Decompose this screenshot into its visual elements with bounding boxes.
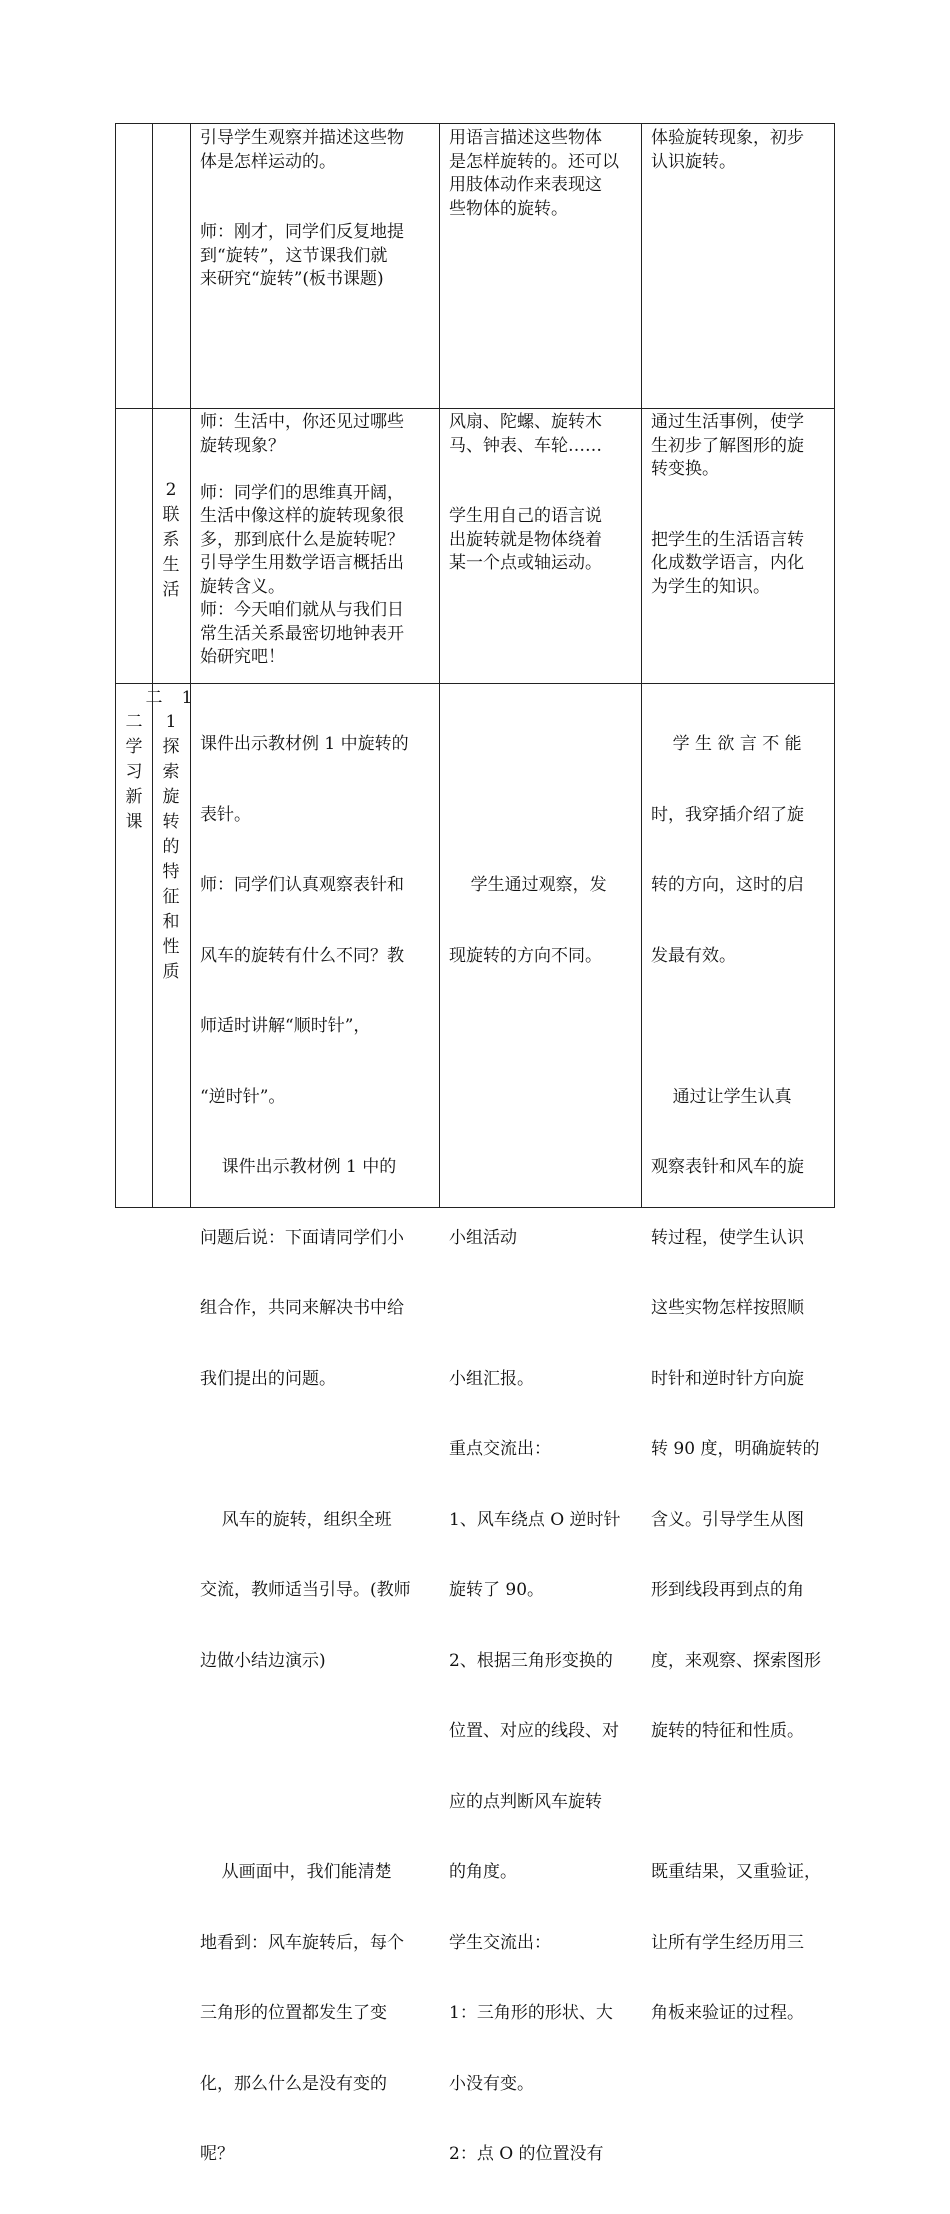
text-line: 1：三角形的形状、大 [449,2003,613,2023]
text-line: 的角度。 [449,1862,517,1882]
text-line: 小组活动 [449,1227,517,1248]
text-line: 学生用自己的语言说 [449,506,602,526]
text-line: 1、风车绕点 O 逆时针 [449,1509,621,1530]
text-line: 角板来验证的过程。 [651,2003,804,2023]
text-line: 旋转现象？ [200,435,285,456]
text-line: 表针。 [200,804,251,825]
text-line: 化，那么什么是没有变的 [200,2073,387,2094]
text-line: 呢？ [200,2144,234,2164]
blank-line [200,1720,411,1744]
text-line: 我们提出的问题。 [200,1368,336,1389]
blank-line [449,804,621,828]
text-line: 体验旋转现象，初步 [651,128,804,148]
text-line: 形到线段再到点的角 [651,1580,804,1600]
text-line: 些物体的旋转。 [449,198,568,219]
column-divider-teacher [439,123,440,1208]
text-line: 出旋转就是物体绕着 [449,529,602,550]
text-line: 认识旋转。 [651,151,736,172]
text-line: 转的方向，这时的启 [651,875,804,895]
text-line: 始研究吧！ [200,647,285,667]
text-line: 旋转的特征和性质。 [651,1721,804,1741]
blank-line [200,1438,411,1462]
text-line: 观察表针和风车的旋 [651,1157,804,1177]
text-line: 把学生的生活语言转 [651,529,804,550]
text-line: 让所有学生经历用三 [651,1932,804,1953]
text-line: 小组汇报。 [449,1368,534,1389]
table-border-top [115,123,835,124]
blank-line [449,733,621,757]
row-divider-2 [115,683,835,684]
blank-line [651,1015,821,1039]
text-line: 生初步了解图形的旋 [651,435,804,456]
text-line: 课件出示教材例 1 中旋转的 [200,734,409,754]
row-divider-1 [115,408,835,409]
row3-step-number-top: 1 [181,688,193,708]
text-line: 化成数学语言，内化 [651,553,804,573]
text-line: 引导学生观察并描述这些物 [200,128,404,148]
text-line: 师：同学们的思维真开阔， [200,482,404,503]
text-line: 为学生的知识。 [651,576,770,597]
text-line: 体是怎样运动的。 [200,151,336,172]
text-line: 这些实物怎样按照顺 [651,1298,804,1318]
text-line: 常生活关系最密切地钟表开 [200,623,404,644]
blank-line [449,1015,621,1039]
column-divider-step [190,123,191,1208]
text-line: 师：今天咱们就从与我们日 [200,600,404,620]
blank-line [449,1156,621,1180]
blank-line [651,1791,821,1815]
text-line: 交流，教师适当引导。(教师 [200,1580,411,1600]
blank-line [449,458,602,482]
text-line: 风车的旋转有什么不同？教 [200,945,404,966]
text-line: 课件出示教材例 1 中的 [200,1157,397,1177]
text-line: 旋转含义。 [200,576,285,597]
row2-student-cell [449,411,602,576]
text-line: 问题后说：下面请同学们小 [200,1227,404,1248]
blank-line [200,174,404,198]
text-line: 多，那到底什么是旋转呢？ [200,529,404,550]
row1-teacher-cell [200,127,404,292]
text-line: 师：同学们认真观察表针和 [200,875,404,895]
text-line: 生活中像这样的旋转现象很 [200,506,404,526]
text-line: 从画面中，我们能清楚 [200,1862,392,1882]
row3-stage-label: 二学习新课 [125,712,143,832]
text-line: 师适时讲解“顺时针”， [200,1016,371,1036]
text-line: 现旋转的方向不同。 [449,945,602,966]
row3-student-cell [449,686,621,2214]
text-line: 通过让学生认真 [651,1086,792,1107]
row1-student-cell [449,127,619,221]
text-line: 到“旋转”，这节课我们就 [200,245,388,266]
row3-stage-top: 二 [145,688,163,708]
text-line: 时针和逆时针方向旋 [651,1368,804,1389]
text-line: 用肢体动作来表现这 [449,175,602,195]
text-line: 通过生活事例，使学 [651,412,804,432]
text-line: 风扇、陀螺、旋转木 [449,412,602,432]
column-divider-student [641,123,642,1208]
text-line: 应的点判断风车旋转 [449,1791,602,1812]
blank-line [449,1086,621,1110]
text-line: 含义。引导学生从图 [651,1509,804,1530]
row2-step-label: 2联系生活 [162,480,180,600]
row3-intent-cell [651,686,821,2073]
text-line: 边做小结边演示) [200,1650,326,1671]
text-line: 既重结果，又重验证， [651,1862,821,1882]
blank-line [200,458,404,482]
text-line: 是怎样旋转的。还可以 [449,151,619,172]
row1-intent-cell [651,127,804,174]
text-line: 组合作，共同来解决书中给 [200,1298,404,1318]
text-line: 师：刚才，同学们反复地提 [200,222,404,242]
text-line: 风车的旋转，组织全班 [200,1509,392,1530]
text-line: 旋转了 90。 [449,1580,545,1600]
text-line: 小没有变。 [449,2073,534,2094]
text-line: 引导学生用数学语言概括出 [200,553,404,573]
table-border-left [115,123,116,1208]
table-border-right [834,123,835,1208]
text-line: 转过程，使学生认识 [651,1227,804,1248]
text-line: 学 生 欲 言 不 能 [651,734,802,754]
blank-line [449,482,602,506]
blank-line [651,482,804,506]
text-line: 地看到：风车旋转后，每个 [200,1932,404,1953]
text-line: 某一个点或轴运动。 [449,553,602,573]
blank-line [651,505,804,529]
text-line: 位置、对应的线段、对 [449,1721,619,1741]
text-line: 师：生活中，你还见过哪些 [200,412,404,432]
row3-teacher-cell [200,686,411,2214]
text-line: 用语言描述这些物体 [449,128,602,148]
text-line: 学生交流出： [449,1932,551,1953]
text-line: “逆时针”。 [200,1086,286,1107]
text-line: 学生通过观察，发 [449,875,607,895]
text-line: 转变换。 [651,459,719,479]
text-line: 马、钟表、车轮…… [449,435,602,456]
text-line: 时，我穿插介绍了旋 [651,804,804,825]
text-line: 2：点 O 的位置没有 [449,2144,604,2164]
text-line: 三角形的位置都发生了变 [200,2003,387,2023]
row2-intent-cell [651,411,804,599]
blank-line [200,1791,411,1815]
text-line: 来研究“旋转”(板书课题) [200,269,384,289]
text-line: 重点交流出： [449,1439,551,1459]
text-line: 2、根据三角形变换的 [449,1650,613,1671]
row2-teacher-cell [200,411,404,670]
text-line: 发最有效。 [651,945,736,966]
blank-line [200,198,404,222]
text-line: 度，来观察、探索图形 [651,1650,821,1671]
column-divider-stage [152,123,153,1208]
text-line: 转 90 度，明确旋转的 [651,1439,820,1459]
row3-step-label: 1探索旋转的特征和性质 [162,712,180,982]
blank-line [449,1297,621,1321]
